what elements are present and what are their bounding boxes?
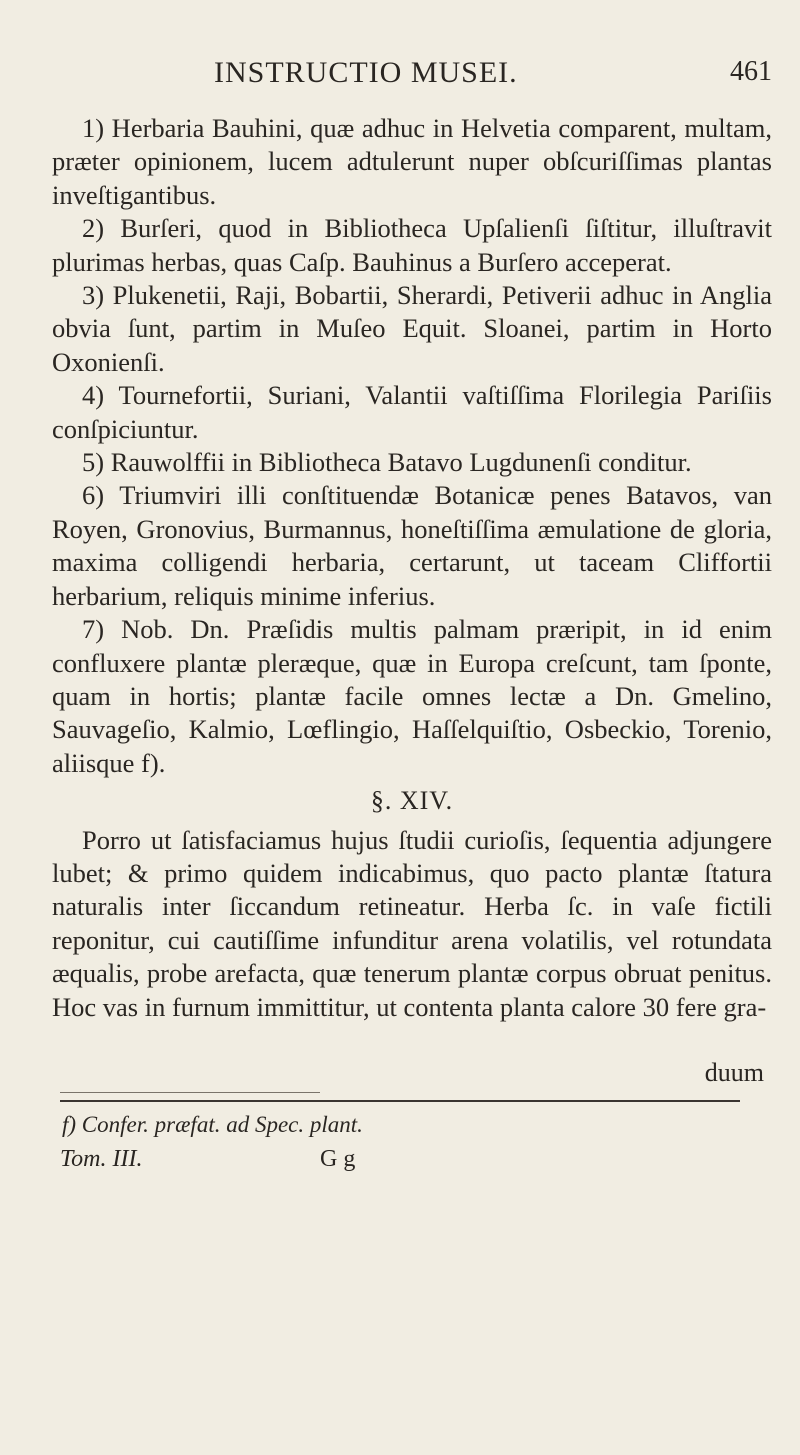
footnote: f) Confer. præfat. ad Spec. plant.: [62, 1112, 363, 1137]
footnote-rule: [60, 1100, 740, 1102]
paragraph-3: 3) Plukenetii, Raji, Bobartii, Sherardi, Petiverii adhuc in Anglia obvia ſunt, partim in Muſeo Equit. Sloanei, partim in Horto Oxonienſi.: [52, 280, 772, 377]
catchword: duum: [704, 1058, 764, 1087]
paragraph-2: 2) Burſeri, quod in Bibliotheca Upſalienſi ſiſtitur, illuſtravit plurimas herbas, quas Caſp. Bauhinus a Burſero acceperat.: [52, 213, 772, 277]
volume-signature: Tom. III.: [60, 1146, 143, 1172]
paragraph-4: 4) Tournefortii, Suriani, Valantii vaſtiſſima Florilegia Pariſiis conſpiciuntur.: [52, 380, 772, 444]
paragraph-5: 5) Rauwolffii in Bibliotheca Batavo Lugdunenſi conditur.: [82, 447, 692, 478]
paragraph-6: 6) Triumviri illi conſtituendæ Botanicæ penes Batavos, van Royen, Gronovius, Burmannus, honeſtiſſima æmulatione de gloria, maxima colligendi herbaria, certarunt, ut taceam Cliffortii herbarium, reliquis minime inferius.: [52, 480, 772, 611]
section-paragraph: Porro ut ſatisfaciamus hujus ſtudii curioſis, ſequentia adjungere lubet; & primo quidem indicabimus, quo pacto plantæ ſtatura naturalis inter ſiccandum retineatur. Herba ſc. in vaſe fictili reponitur, cui cautiſſime infunditur arena volatilis, vel rotundata æqualis, probe arefacta, quæ tenerum plantæ corpus obruat penitus. Hoc vas in furnum immittitur, ut contenta planta calore 30 fere gra-: [52, 824, 772, 1022]
gathering-mark: G g: [320, 1146, 356, 1172]
footnote-rule-short: [60, 1092, 320, 1093]
paragraph-1: 1) Herbaria Bauhini, quæ adhuc in Helvetia comparent, multam, præter opinionem, lucem adtulerunt nuper obſcuriſſimas plantas inveſtigantibus.: [52, 113, 772, 210]
page-number: 461: [730, 56, 772, 87]
signature-line: [60, 1146, 750, 1176]
main-text: [52, 112, 772, 1024]
running-head: INSTRUCTIO MUSEI.: [214, 56, 518, 89]
page-header: [0, 52, 800, 92]
paragraph-7: 7) Nob. Dn. Præſidis multis palmam præripit, in id enim confluxere plantæ pleræque, quæ in Europa creſcunt, tam ſponte, quam in hortis; plantæ facile omnes lectæ a Dn. Gmelino, Sauvageſio, Kalmio, Lœflingio, Haſſelquiſtio, Osbeckio, Torenio, aliisque f).: [52, 614, 772, 778]
section-heading: §. XIV.: [370, 786, 454, 816]
